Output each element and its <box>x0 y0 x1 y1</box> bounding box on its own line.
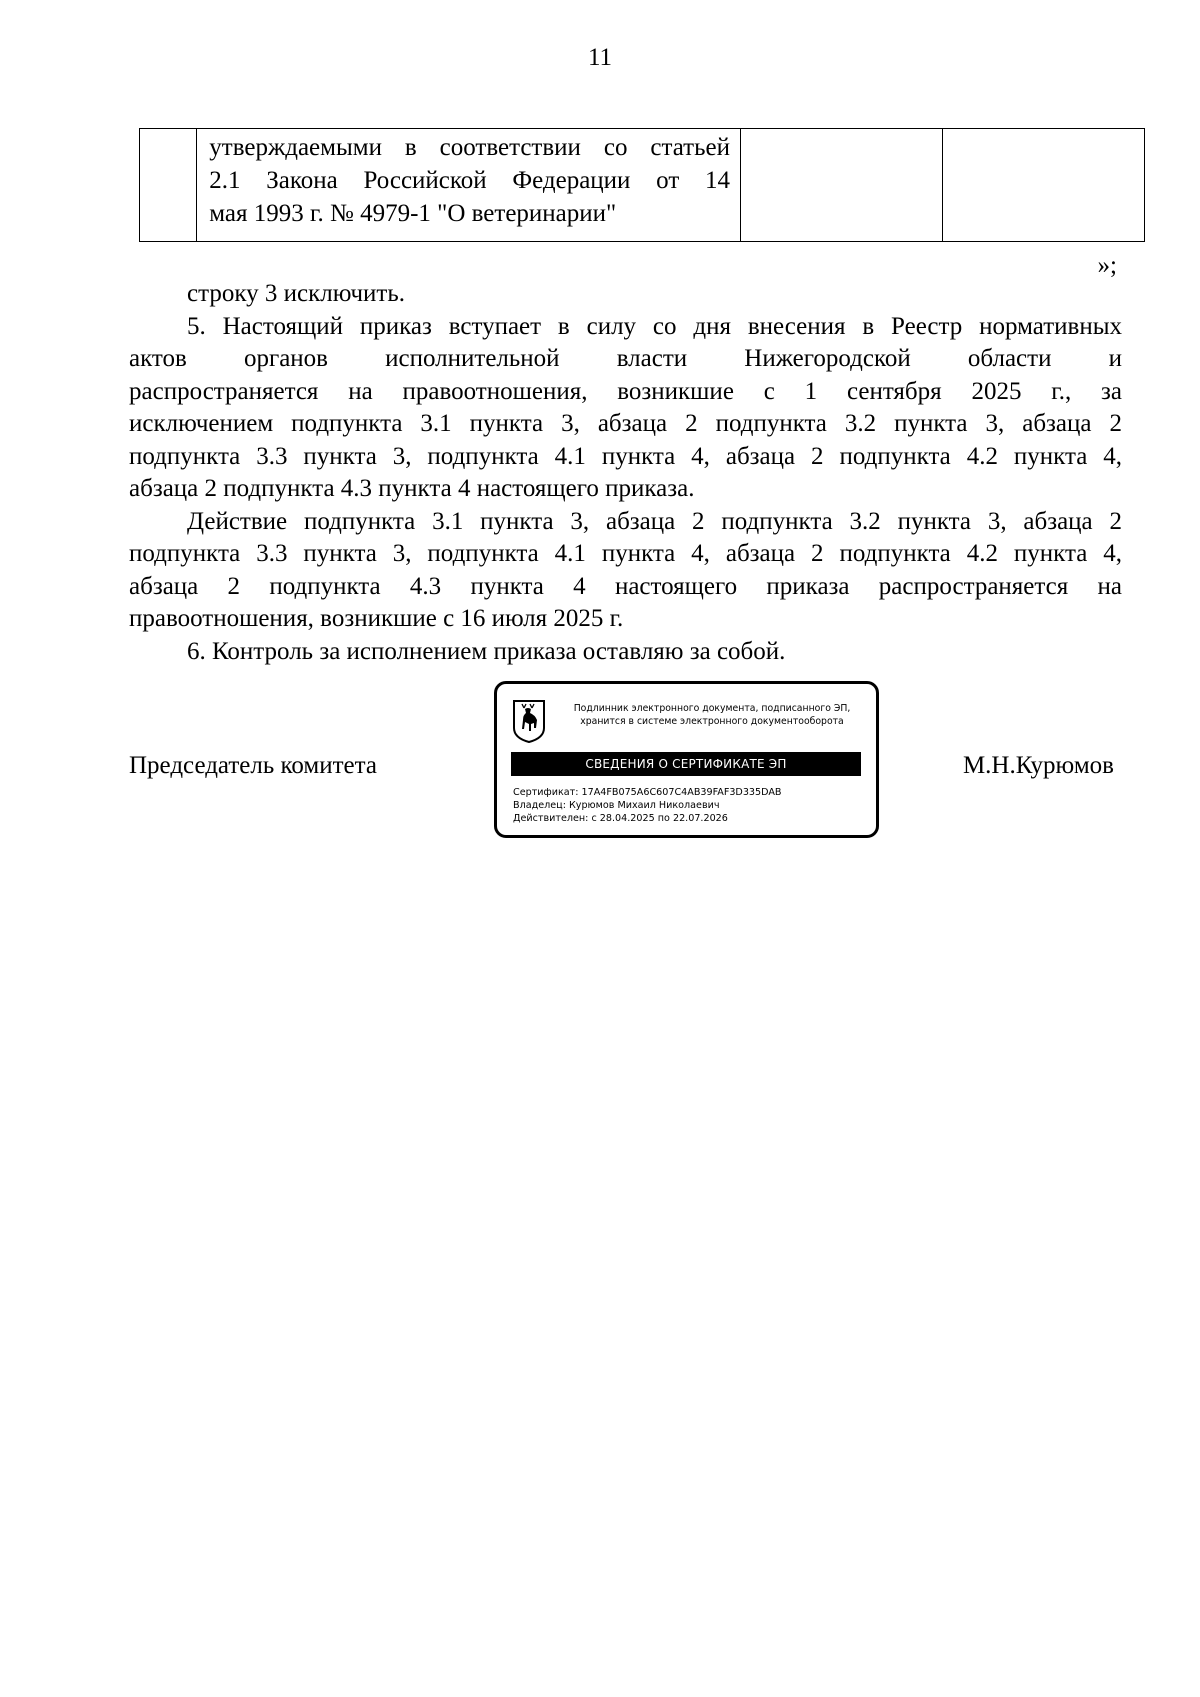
stamp-certificate-validity: Действителен: с 28.04.2025 по 22.07.2026 <box>513 813 728 824</box>
stamp-note-line: хранится в системе электронного документооборота <box>580 716 844 727</box>
continuation-table <box>139 128 1145 242</box>
table-cell-empty <box>942 129 1144 242</box>
table-cell-text <box>197 129 741 242</box>
closing-quote: »; <box>1097 252 1117 279</box>
document-body <box>129 278 1122 668</box>
paragraph-line: подпункта 3.3 пункта 3, подпункта 4.1 пункта 4, абзаца 2 подпункта 4.2 пункта 4, <box>129 442 1122 470</box>
paragraph-line: 6. Контроль за исполнением приказа оставляю за собой. <box>187 637 786 665</box>
paragraph-line: абзаца 2 подпункта 4.3 пункта 4 настоящего приказа. <box>129 475 695 502</box>
stamp-certificate-owner: Владелец: Курюмов Михаил Николаевич <box>513 800 720 811</box>
coat-of-arms-icon <box>511 698 547 744</box>
signatory-title: Председатель комитета <box>129 752 377 779</box>
page-number: 11 <box>587 44 613 71</box>
electronic-signature-stamp <box>494 681 879 838</box>
table-cell-number <box>140 129 197 242</box>
table-cell-line: утверждаемыми в соответствии со статьей <box>209 134 730 161</box>
table-row <box>140 129 1145 242</box>
paragraph-line: Действие подпункта 3.1 пункта 3, абзаца 2 подпункта 3.2 пункта 3, абзаца 2 <box>187 507 1122 535</box>
paragraph-line: актов органов исполнительной власти Нижегородской области и <box>129 345 1122 372</box>
paragraph-line: подпункта 3.3 пункта 3, подпункта 4.1 пункта 4, абзаца 2 подпункта 4.2 пункта 4, <box>129 540 1122 567</box>
paragraph-line: абзаца 2 подпункта 4.3 пункта 4 настоящего приказа распространяется на <box>129 572 1122 600</box>
stamp-certificate-number: Сертификат: 17A4FB075A6C607C4AB39FAF3D335DAB <box>513 787 782 798</box>
signatory-name: М.Н.Курюмов <box>962 752 1114 779</box>
paragraph-line: строку 3 исключить. <box>187 280 405 307</box>
paragraph-line: правоотношения, возникшие с 16 июля 2025 г. <box>129 605 624 632</box>
paragraph-line: исключением подпункта 3.1 пункта 3, абзаца 2 подпункта 3.2 пункта 3, абзаца 2 <box>129 410 1122 437</box>
table-cell-line: 2.1 Закона Российской Федерации от 14 <box>209 167 730 194</box>
table-cell-line: мая 1993 г. № 4979-1 "О ветеринарии" <box>209 200 617 227</box>
table-cell-empty <box>740 129 942 242</box>
paragraph-line: 5. Настоящий приказ вступает в силу со дня внесения в Реестр нормативных <box>187 312 1122 340</box>
stamp-note-line: Подлинник электронного документа, подписанного ЭП, <box>573 703 851 714</box>
paragraph-line: распространяется на правоотношения, возникшие с 1 сентября 2025 г., за <box>129 377 1122 405</box>
stamp-certificate-header: СВЕДЕНИЯ О СЕРТИФИКАТЕ ЭП <box>511 752 861 776</box>
